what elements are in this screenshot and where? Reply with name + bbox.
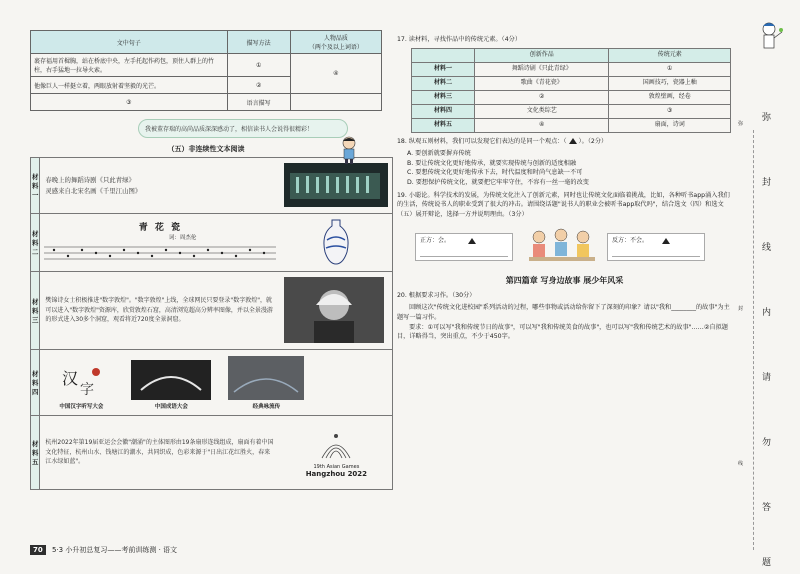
margin-char: 线 xyxy=(762,243,772,253)
page-footer xyxy=(30,545,177,555)
material-row xyxy=(31,272,393,350)
table-cell: 国画技巧，瓷器上釉 xyxy=(609,76,731,90)
table-header xyxy=(412,48,475,62)
student-illustration xyxy=(338,136,360,164)
table-cell: 他像巨人一样挺立着，两眼放射着坚毅的光芒。 xyxy=(31,77,228,94)
material-label: 材料四 xyxy=(31,350,40,416)
table-header: 传统元素 xyxy=(609,48,731,62)
margin-small-char: 弥 xyxy=(738,121,744,127)
song-composer: 词：周杰伦 xyxy=(168,235,197,241)
material-row xyxy=(31,350,393,416)
logo-caption: 中国汉字听写大会 xyxy=(59,403,104,410)
answer-blank[interactable]: ④ xyxy=(475,118,609,132)
analysis-table xyxy=(30,30,382,111)
binding-margin xyxy=(738,20,786,568)
row-label: 材料三 xyxy=(412,90,475,104)
table-row xyxy=(31,54,382,77)
table-header: 创新作品 xyxy=(475,48,609,62)
table-row xyxy=(412,90,731,104)
option-d: D. 要想保护传统文化，就要把它牢牢守住，不容有一丝一毫的改变 xyxy=(407,179,589,187)
answer-blank-triangle xyxy=(662,238,670,244)
elements-table xyxy=(411,48,731,133)
porcelain-vase-image xyxy=(319,218,353,266)
table-header: 描写方法 xyxy=(227,31,290,54)
material-label: 材料二 xyxy=(31,214,40,272)
margin-small-char: 封 xyxy=(738,306,744,312)
music-score xyxy=(44,241,276,263)
table-header: 文中句子 xyxy=(31,31,228,54)
material-label: 材料三 xyxy=(31,272,40,350)
answer-blank[interactable]: ③ xyxy=(31,94,228,111)
answer-blank[interactable]: ② xyxy=(227,77,290,94)
question-20-prompt: 回顾这次"传统文化进校园"系列活动的过程，哪些事物或活动给你留下了深刻的印象？请以"我和________的故事"为主题写一篇习作。 xyxy=(397,304,730,322)
page-number: 70 xyxy=(30,545,46,555)
answer-blank[interactable]: ① xyxy=(609,62,731,76)
dance-photo xyxy=(284,163,388,207)
margin-small-char: 线 xyxy=(738,461,744,467)
svg-text:字: 字 xyxy=(80,381,95,398)
logo-caption: 经典咏流传 xyxy=(252,403,281,410)
material-label: 材料五 xyxy=(31,416,40,490)
table-row xyxy=(412,76,731,90)
table-row xyxy=(412,104,731,118)
section-title: （五）非连续性文本阅读 xyxy=(167,145,245,153)
question-text: 18. 纵观五则材料，我们可以发现它们表达的是同一个观点：（ xyxy=(397,137,567,145)
margin-char: 封 xyxy=(762,178,772,188)
svg-text:汉: 汉 xyxy=(62,368,79,388)
margin-char: 勿 xyxy=(762,438,772,448)
material-text: 春晚上的舞蹈诗剧《只此青绿》 灵感来自北宋名画《千里江山图》 xyxy=(45,176,142,195)
row-label: 材料二 xyxy=(412,76,475,90)
table-row xyxy=(412,118,731,132)
table-row xyxy=(412,62,731,76)
row-label: 材料四 xyxy=(412,104,475,118)
question-text: ）。（2分） xyxy=(578,137,608,145)
speech-bubble: 我被董存瑞的高尚品质深深感动了，相信读书人会说得很精彩！ xyxy=(138,119,348,138)
answer-blank-triangle xyxy=(468,238,476,244)
answer-blank[interactable]: ② xyxy=(475,90,609,104)
pro-answer-box[interactable] xyxy=(415,233,513,261)
answer-blank[interactable]: ④ xyxy=(290,54,381,94)
table-cell: 舞蹈诗剧《只此青绿》 xyxy=(475,62,609,76)
row-label: 材料五 xyxy=(412,118,475,132)
table-cell xyxy=(290,94,381,111)
table-cell: 扇面，诗词 xyxy=(609,118,731,132)
margin-char: 请 xyxy=(762,373,772,383)
material-row xyxy=(31,158,393,214)
material-row xyxy=(31,416,393,490)
left-column xyxy=(30,30,382,490)
table-cell: 语言描写 xyxy=(227,94,290,111)
question-20-requirements: 要求：①可以写"我和传统节日的故事"，可以写"我和传统美食的故事"，也可以写"我和传统艺术的故事"……②自拟题目，详略得当，突出重点，不少于450字。 xyxy=(397,323,728,341)
row-label: 材料一 xyxy=(412,62,475,76)
answer-blank[interactable]: ③ xyxy=(609,104,731,118)
margin-char: 内 xyxy=(762,308,772,318)
hanzi-dictation-logo xyxy=(56,362,106,400)
materials-table xyxy=(30,157,393,490)
pro-label: 正方：会。 xyxy=(420,237,451,245)
material-row xyxy=(31,214,393,272)
table-cell: 歌曲《青花瓷》 xyxy=(475,76,609,90)
mascot-icon xyxy=(754,20,784,60)
answer-blank[interactable]: ① xyxy=(227,54,290,77)
idiom-conference-logo xyxy=(131,360,211,400)
question-18 xyxy=(397,137,732,147)
footer-text: 5·3 小升初总复习——考前训练测 · 语文 xyxy=(51,546,178,554)
option-b: B. 要让传统文化更好地传承，就要实现传统与创新的适度相融 xyxy=(407,159,577,167)
option-a: A. 要创新就要摒弃传统 xyxy=(407,150,471,158)
table-cell: 敦煌壁画，经卷 xyxy=(609,90,731,104)
discussion-illustration xyxy=(525,227,599,269)
table-header: 人物品质 （两个及以上词语） xyxy=(290,31,381,54)
portrait-photo xyxy=(284,277,384,343)
margin-char: 题 xyxy=(762,558,772,568)
logo-caption: 中国成语大会 xyxy=(154,403,188,410)
right-column xyxy=(397,32,732,342)
material-text: 杭州2022年第19届亚运会会徽"潮涌"的主体图形由19条扇形连线组成，扇面有着中国文化特征，杭州山水、钱塘江的潮水，共同织成，色彩来源于"日出江花红胜火，春来江水绿如蓝"。 xyxy=(45,439,274,466)
debate-area xyxy=(397,227,732,269)
con-answer-box[interactable] xyxy=(607,233,705,261)
classic-song-logo xyxy=(228,356,304,400)
option-c: C. 要想传统文化更好地传承下去，时代温度和时尚气息缺一不可 xyxy=(407,169,583,177)
chapter-title: 第四篇章 写身边故事 展少年风采 xyxy=(505,276,624,286)
table-cell: 文化类综艺 xyxy=(475,104,609,118)
question-20: 20. 根据要求习作。（30分） xyxy=(397,291,476,299)
answer-blank-triangle[interactable] xyxy=(569,138,577,144)
table-row xyxy=(31,94,382,111)
material-label: 材料一 xyxy=(31,158,40,214)
emblem-caption: 19th Asian Games xyxy=(313,463,360,470)
question-17: 17. 读材料，寻找作品中的传统元素。（4分） xyxy=(397,36,522,43)
song-title: 青 花 瓷 xyxy=(138,223,183,233)
material-text: 樊锦诗女士积极推进"数字敦煌"。"数字敦煌"上线，全球网民只要登录"数字敦煌"，就可以进入"数字敦煌"资源库，欣赏敦煌石窟，高清浏览超高分辨率图像，并以全景漫游的形式进入30多个洞窟，观看将近720度全景洞窟。 xyxy=(45,297,273,324)
emblem-caption: Hangzhou 2022 xyxy=(305,469,368,478)
asian-games-emblem xyxy=(316,428,356,462)
con-label: 反方：不会。 xyxy=(612,237,649,245)
margin-char: 答 xyxy=(762,503,772,513)
margin-char: 弥 xyxy=(762,113,772,123)
table-cell: 裹存福用首楫胸，站在桥底中央，左手托起作药包，顶住人群上的竹柱，右手猛地一拉导火索。 xyxy=(31,54,228,77)
question-19: 19. 小聪论。科学技术的发展，为传统文化注入了创新元素，同时也让传统文化面临着挑战，比如，各种听书app涌入我们的生活，传统说书人的职业受到了很大的冲击。请围绕话题"说书人的职业会被听书app取代吗"，结合选文（四）和选文（五）展开辩论，选择一方并说明理由。（3分） xyxy=(397,191,730,218)
